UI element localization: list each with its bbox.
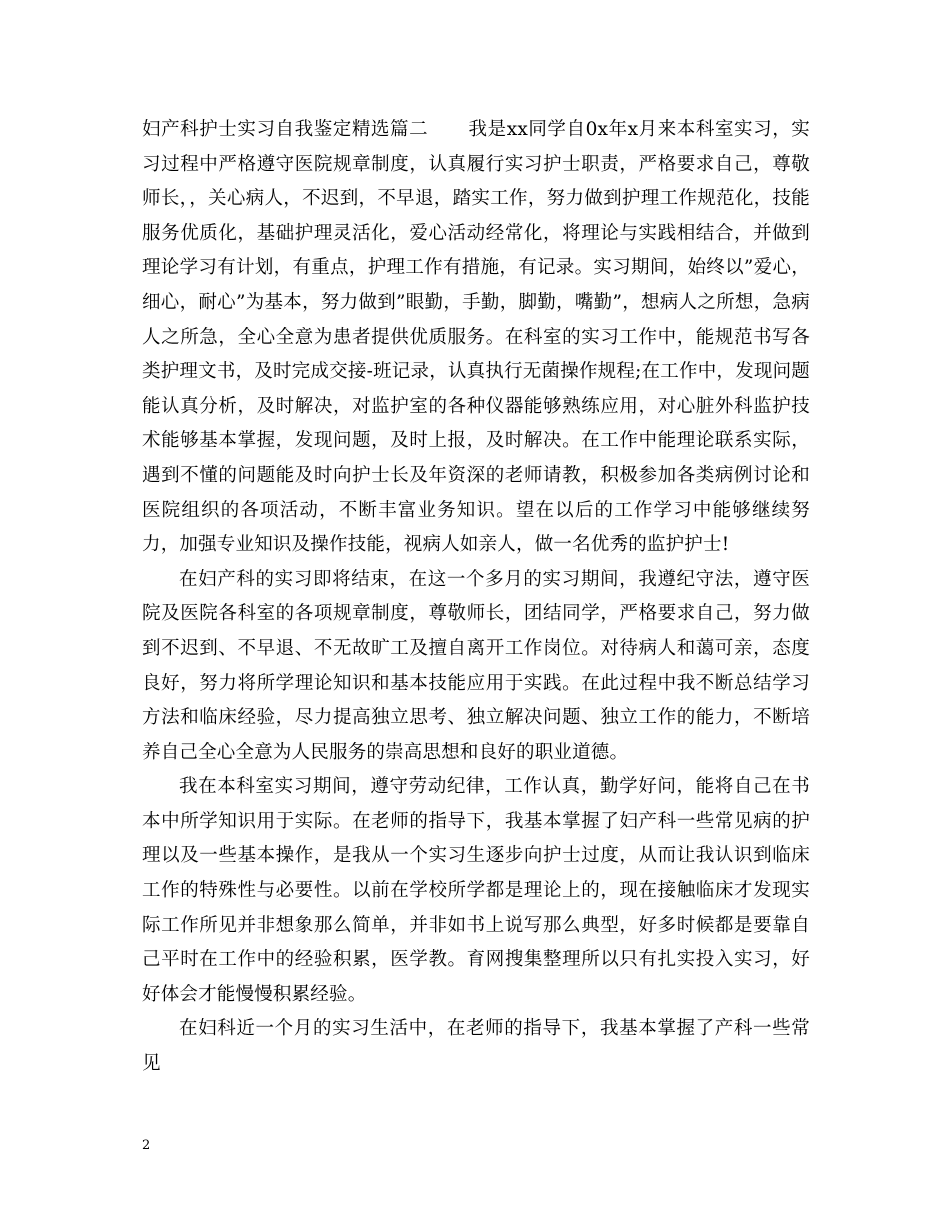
document-title: 妇产科护士实习自我鉴定精选篇二 — [142, 119, 429, 140]
paragraph-1 — [142, 113, 810, 563]
paragraph-1-text: 我是xx同学自0x年x月来本科室实习，实习过程中严格遵守医院规章制度，认真履行实习护士职责，严格要求自己，尊敬师长，，关心病人，不迟到，不早退，踏实工作，努力做到护理工作规范化，技能服务优质化，基础护理灵活化，爱心活动经常化，将理论与实践相结合，并做到理论学习有计划，有重点，护理工作有措施，有记录。实习期间，始终以”爱心，细心，耐心”为基本，努力做到”眼勤，手勤，脚勤，嘴勤”，想病人之所想，急病人之所急，全心全意为患者提供优质服务。在科室的实习工作中，能规范书写各类护理文书，及时完成交接-班记录，认真执行无菌操作规程;在工作中，发现问题能认真分析，及时解决，对监护室的各种仪器能够熟练应用，对心脏外科监护技术能够基本掌握，发现问题，及时上报，及时解决。在工作中能理论联系实际，遇到不懂的问题能及时向护士长及年资深的老师请教，积极参加各类病例讨论和医院组织的各项活动，不断丰富业务知识。望在以后的工作学习中能够继续努力，加强专业知识及操作技能，视病人如亲人，做一名优秀的监护护士! — [142, 119, 810, 556]
document-body — [142, 113, 810, 1082]
paragraph-4: 在妇科近一个月的实习生活中，在老师的指导下，我基本掌握了产科一些常见 — [142, 1018, 810, 1075]
page-number: 2 — [142, 1138, 151, 1153]
paragraph-3: 我在本科室实习期间，遵守劳动纪律，工作认真，勤学好问，能将自己在书本中所学知识用于实际。在老师的指导下，我基本掌握了妇产科一些常见病的护理以及一些基本操作，是我从一个实习生逐步向护士过度，从而让我认识到临床工作的特殊性与必要性。以前在学校所学都是理论上的，现在接触临床才发现实际工作所见并非想象那么简单，并非如书上说写那么典型，好多时候都是要靠自己平时在工作中的经验积累，医学教。育网搜集整理所以只有扎实投入实习，好好体会才能慢慢积累经验。 — [142, 776, 810, 1005]
paragraph-2: 在妇产科的实习即将结束，在这一个多月的实习期间，我遵纪守法，遵守医院及医院各科室的各项规章制度，尊敬师长，团结同学，严格要求自己，努力做到不迟到、不早退、不无故旷工及擅自离开工作岗位。对待病人和蔼可亲，态度良好，努力将所学理论知识和基本技能应用于实践。在此过程中我不断总结学习方法和临床经验，尽力提高独立思考、独立解决问题、独立工作的能力，不断培养自己全心全意为人民服务的崇高思想和良好的职业道德。 — [142, 568, 810, 763]
